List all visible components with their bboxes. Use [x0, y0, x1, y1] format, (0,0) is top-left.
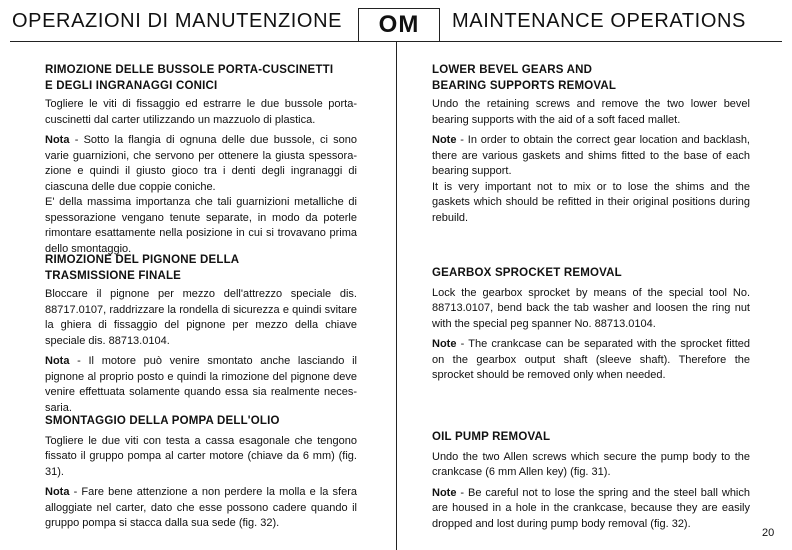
- section-code: OM: [378, 11, 420, 38]
- note-label: Nota: [45, 355, 70, 367]
- section-pinion-removal-it: [45, 253, 357, 416]
- section-body: Togliere le viti di fissaggio ed estrarre le due bussole porta-cuscinetti dal carter utilizzando un mazzuolo di plastica.: [45, 98, 357, 126]
- section-body: Bloccare il pignone per mezzo dell'attrezzo speciale dis. 88717.0107, raddrizzare la rondella di sicurezza e quindi svitare la ghiera di fissaggio del pignone per mezzo della chiave speciale dis. 88713.0104.: [45, 288, 357, 347]
- note-text: - In order to obtain the correct gear location and backlash, there are various gaskets and shims fitted to the base of each bearing support.: [432, 134, 750, 177]
- note-label: Nota: [45, 486, 70, 498]
- section-title: [432, 430, 750, 446]
- section-note: [432, 133, 750, 180]
- section-title-line: SMONTAGGIO DELLA POMPA DELL'OLIO: [45, 415, 280, 427]
- section-bearing-removal-en: [432, 63, 750, 226]
- note-label: Note: [432, 338, 457, 350]
- section-title-line: LOWER BEVEL GEARS AND: [432, 64, 593, 76]
- note-label: Nota: [45, 134, 70, 146]
- section-body: Undo the retaining screws and remove the two lower bevel bearing supports with the aid of a soft faced mallet.: [432, 98, 750, 126]
- note-label: Note: [432, 486, 457, 499]
- section-title: [45, 63, 357, 94]
- section-note: [432, 486, 750, 533]
- section-title-line: OIL PUMP REMOVAL: [432, 431, 551, 443]
- note-text: - Sotto la flangia di ognuna delle due bussole, ci sono varie guarnizioni, che servono per ottenere la giusta spessora-zione e quindi il giusto gioco tra i denti degli ingranaggi di ciascuna delle due coppie coniche.: [45, 134, 357, 193]
- header-rule-right: [440, 41, 782, 42]
- section-bearing-removal-it: [45, 63, 357, 257]
- section-note: [45, 133, 357, 195]
- section-note: [432, 337, 750, 384]
- section-title: [45, 253, 357, 284]
- section-title-line: E DEGLI INGRANAGGI CONICI: [45, 79, 218, 92]
- section-body: Lock the gearbox sprocket by means of the special tool No. 88713.0107, bend back the tab washer and loosen the ring nut with the special peg spanner No. 88713.0104.: [432, 286, 750, 330]
- section-oil-pump-en: [432, 430, 750, 532]
- section-title-line: TRASMISSIONE FINALE: [45, 269, 182, 282]
- section-extra: It is very important not to mix or to lose the shims and the gaskets which should be refitted in their original positions during rebuild.: [432, 180, 750, 224]
- header-rule-left: [10, 41, 360, 42]
- section-oil-pump-it: [45, 414, 357, 532]
- section-sprocket-removal-en: [432, 266, 750, 384]
- section-title: [432, 266, 750, 282]
- page-number: 20: [762, 527, 775, 539]
- note-label: Note: [432, 134, 457, 146]
- column-divider: [396, 42, 397, 550]
- section-title-line: GEARBOX SPROCKET REMOVAL: [432, 267, 622, 279]
- section-body: Togliere le due viti con testa a cassa esagonale che tengono fissato il gruppo pompa al carter motore (chiave da 6 mm) (fig. 31).: [45, 434, 357, 478]
- section-note: [45, 485, 357, 532]
- section-extra: E' della massima importanza che tali guarnizioni metalliche di spessorazione vengano tenute separate, in modo da poterle rimontare esattamente nella posizione in cui si trovavano prima dello smontaggio.: [45, 196, 357, 255]
- section-title-line: RIMOZIONE DELLE BUSSOLE PORTA-CUSCINETTI: [45, 64, 334, 76]
- note-text: - Il motore può venire smontato anche lasciando il pignone al proprio posto e quindi la rimozione del pignone deve venire effettuata solamente quando essa sia realmente neces-saria.: [45, 355, 357, 414]
- note-text: - Be careful not to lose the spring and the steel ball which are housed in a hole in the crankcase, because they are easily dropped and lost during pump body removal (fig. 32).: [432, 486, 750, 530]
- section-code-badge: [358, 8, 440, 42]
- section-title-line: BEARING SUPPORTS REMOVAL: [432, 79, 617, 92]
- header-title-italian: OPERAZIONI DI MANUTENZIONE: [12, 10, 343, 32]
- section-title-line: RIMOZIONE DEL PIGNONE DELLA: [45, 254, 240, 266]
- page-header: [0, 0, 792, 46]
- section-body: Undo the two Allen screws which secure the pump body to the crankcase (6 mm Allen key) (fig. 31).: [432, 450, 750, 478]
- section-note: [45, 354, 357, 416]
- note-text: - The crankcase can be separated with the sprocket fitted on the gearbox output shaft (sleeve shaft). Therefore the sprocket should be removed only when needed.: [432, 338, 750, 381]
- header-title-english: MAINTENANCE OPERATIONS: [452, 10, 746, 32]
- note-text: - Fare bene attenzione a non perdere la molla e la sfera alloggiate nel carter, dato che esse possono cadere quando il gruppo pompa si stacca dalla sua sede (fig. 32).: [45, 486, 357, 529]
- section-title: [432, 63, 750, 94]
- section-title: [45, 414, 357, 430]
